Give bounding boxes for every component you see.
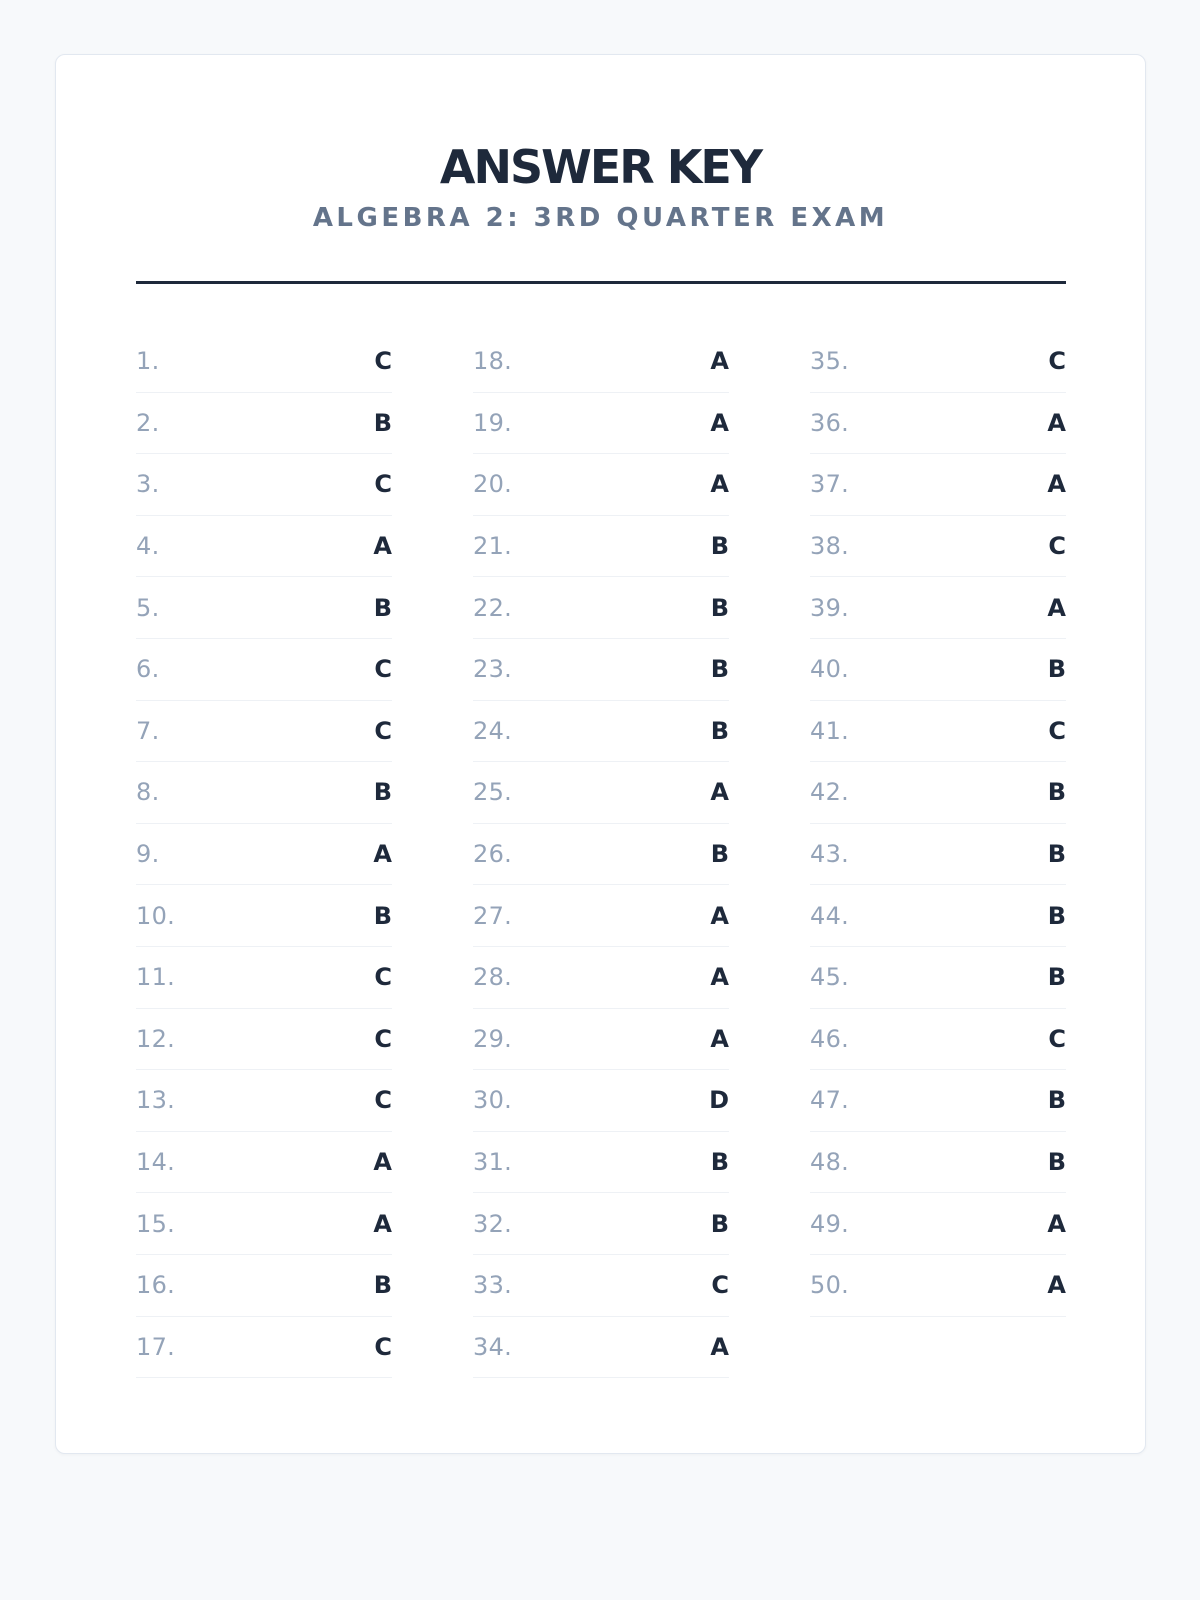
answer-row — [473, 331, 729, 393]
question-number: 19. — [473, 408, 513, 437]
answer-letter: C — [374, 963, 392, 992]
answer-letter: B — [373, 408, 392, 437]
answer-letter: B — [373, 901, 392, 930]
question-number: 34. — [473, 1332, 513, 1361]
answer-row — [473, 454, 729, 516]
page-subtitle: ALGEBRA 2: 3RD QUARTER EXAM — [312, 203, 889, 233]
answer-letter: A — [373, 532, 392, 561]
answer-row — [136, 885, 392, 947]
answer-letter: A — [710, 963, 729, 992]
question-number: 23. — [473, 655, 513, 684]
answer-letter: A — [373, 1148, 392, 1177]
answer-letter: B — [710, 532, 729, 561]
answer-letter: A — [1047, 408, 1066, 437]
answer-letter: A — [1047, 470, 1066, 499]
question-number: 35. — [810, 347, 850, 376]
answer-letter: A — [710, 901, 729, 930]
answer-row — [473, 824, 729, 886]
answer-row — [136, 1009, 392, 1071]
answer-row — [136, 577, 392, 639]
answer-letter: A — [710, 408, 729, 437]
answer-letter: C — [374, 1086, 392, 1115]
answer-letter: B — [373, 593, 392, 622]
answer-letter: A — [373, 1209, 392, 1238]
answer-row — [136, 454, 392, 516]
question-number: 9. — [136, 840, 160, 869]
question-number: 40. — [810, 655, 850, 684]
question-number: 3. — [136, 470, 160, 499]
answer-row — [473, 516, 729, 578]
question-number: 22. — [473, 593, 513, 622]
question-number: 20. — [473, 470, 513, 499]
answer-letter: A — [1047, 593, 1066, 622]
answer-letter: C — [374, 1024, 392, 1053]
answer-row — [810, 1009, 1066, 1071]
answer-letter: B — [710, 716, 729, 745]
answer-letter: A — [710, 1332, 729, 1361]
answer-letter: A — [373, 840, 392, 869]
answer-letter: B — [1047, 778, 1066, 807]
answer-letter: C — [374, 470, 392, 499]
question-number: 47. — [810, 1086, 850, 1115]
answer-row — [810, 1070, 1066, 1132]
question-number: 31. — [473, 1148, 513, 1177]
answer-row — [810, 1132, 1066, 1194]
question-number: 13. — [136, 1086, 176, 1115]
answer-row — [810, 1255, 1066, 1317]
question-number: 16. — [136, 1271, 176, 1300]
answer-letter: D — [709, 1086, 729, 1115]
question-number: 49. — [810, 1209, 850, 1238]
answer-key-card — [55, 54, 1146, 1454]
answer-letter: B — [1047, 1148, 1066, 1177]
answer-row — [136, 331, 392, 393]
question-number: 6. — [136, 655, 160, 684]
answer-row — [136, 393, 392, 455]
answer-letter: A — [710, 1024, 729, 1053]
question-number: 39. — [810, 593, 850, 622]
answer-row — [136, 762, 392, 824]
answer-letter: C — [1048, 347, 1066, 376]
answer-row — [473, 885, 729, 947]
question-number: 25. — [473, 778, 513, 807]
answer-row — [810, 947, 1066, 1009]
answer-letter: C — [374, 655, 392, 684]
answer-row — [810, 331, 1066, 393]
answer-row — [473, 701, 729, 763]
answer-row — [810, 393, 1066, 455]
question-number: 29. — [473, 1024, 513, 1053]
answer-letter: C — [374, 1332, 392, 1361]
answer-row — [136, 947, 392, 1009]
answer-letter: A — [1047, 1209, 1066, 1238]
question-number: 44. — [810, 901, 850, 930]
question-number: 38. — [810, 532, 850, 561]
question-number: 43. — [810, 840, 850, 869]
answer-letter: C — [1048, 1024, 1066, 1053]
answer-letter: B — [710, 1148, 729, 1177]
question-number: 42. — [810, 778, 850, 807]
answer-row — [810, 577, 1066, 639]
answer-letter: B — [710, 593, 729, 622]
answer-letter: C — [374, 347, 392, 376]
answer-letter: C — [1048, 716, 1066, 745]
question-number: 10. — [136, 901, 176, 930]
answer-letter: C — [374, 716, 392, 745]
answer-letter: B — [1047, 901, 1066, 930]
question-number: 50. — [810, 1271, 850, 1300]
answer-letter: C — [711, 1271, 729, 1300]
question-number: 28. — [473, 963, 513, 992]
answer-row — [136, 1255, 392, 1317]
question-number: 17. — [136, 1332, 176, 1361]
answer-letter: A — [1047, 1271, 1066, 1300]
answer-letter: B — [710, 1209, 729, 1238]
question-number: 24. — [473, 716, 513, 745]
answer-row — [473, 1070, 729, 1132]
question-number: 5. — [136, 593, 160, 622]
answer-row — [473, 1132, 729, 1194]
question-number: 46. — [810, 1024, 850, 1053]
answer-row — [473, 1009, 729, 1071]
question-number: 32. — [473, 1209, 513, 1238]
answer-letter: B — [710, 840, 729, 869]
answer-row — [136, 1132, 392, 1194]
header-divider — [136, 281, 1066, 284]
question-number: 30. — [473, 1086, 513, 1115]
question-number: 15. — [136, 1209, 176, 1238]
answer-row — [136, 516, 392, 578]
answer-row — [136, 824, 392, 886]
answer-row — [473, 393, 729, 455]
question-number: 37. — [810, 470, 850, 499]
page-title: ANSWER KEY — [439, 140, 762, 194]
question-number: 14. — [136, 1148, 176, 1177]
answer-row — [810, 885, 1066, 947]
answer-letter: B — [373, 778, 392, 807]
question-number: 27. — [473, 901, 513, 930]
answer-row — [136, 1193, 392, 1255]
answer-row — [473, 577, 729, 639]
answer-row — [473, 1193, 729, 1255]
question-number: 26. — [473, 840, 513, 869]
answer-letter: B — [373, 1271, 392, 1300]
answer-row — [810, 762, 1066, 824]
answer-row — [810, 516, 1066, 578]
question-number: 8. — [136, 778, 160, 807]
question-number: 48. — [810, 1148, 850, 1177]
answer-grid — [136, 331, 1066, 1378]
answer-row — [473, 1317, 729, 1379]
answer-letter: C — [1048, 532, 1066, 561]
question-number: 1. — [136, 347, 160, 376]
question-number: 45. — [810, 963, 850, 992]
answer-letter: A — [710, 778, 729, 807]
answer-letter: A — [710, 470, 729, 499]
answer-row — [810, 824, 1066, 886]
answer-row — [473, 1255, 729, 1317]
question-number: 7. — [136, 716, 160, 745]
question-number: 21. — [473, 532, 513, 561]
question-number: 18. — [473, 347, 513, 376]
answer-row — [136, 1070, 392, 1132]
answer-row — [136, 701, 392, 763]
answer-letter: B — [710, 655, 729, 684]
answer-letter: B — [1047, 655, 1066, 684]
answer-row — [810, 1193, 1066, 1255]
answer-row — [810, 639, 1066, 701]
answer-row — [810, 454, 1066, 516]
question-number: 36. — [810, 408, 850, 437]
answer-row — [136, 1317, 392, 1379]
answer-row — [473, 639, 729, 701]
answer-letter: A — [710, 347, 729, 376]
answer-row — [136, 639, 392, 701]
question-number: 41. — [810, 716, 850, 745]
question-number: 2. — [136, 408, 160, 437]
answer-letter: B — [1047, 840, 1066, 869]
answer-letter: B — [1047, 963, 1066, 992]
question-number: 12. — [136, 1024, 176, 1053]
question-number: 11. — [136, 963, 176, 992]
question-number: 4. — [136, 532, 160, 561]
answer-row — [810, 701, 1066, 763]
answer-letter: B — [1047, 1086, 1066, 1115]
question-number: 33. — [473, 1271, 513, 1300]
answer-row — [473, 762, 729, 824]
answer-row — [473, 947, 729, 1009]
